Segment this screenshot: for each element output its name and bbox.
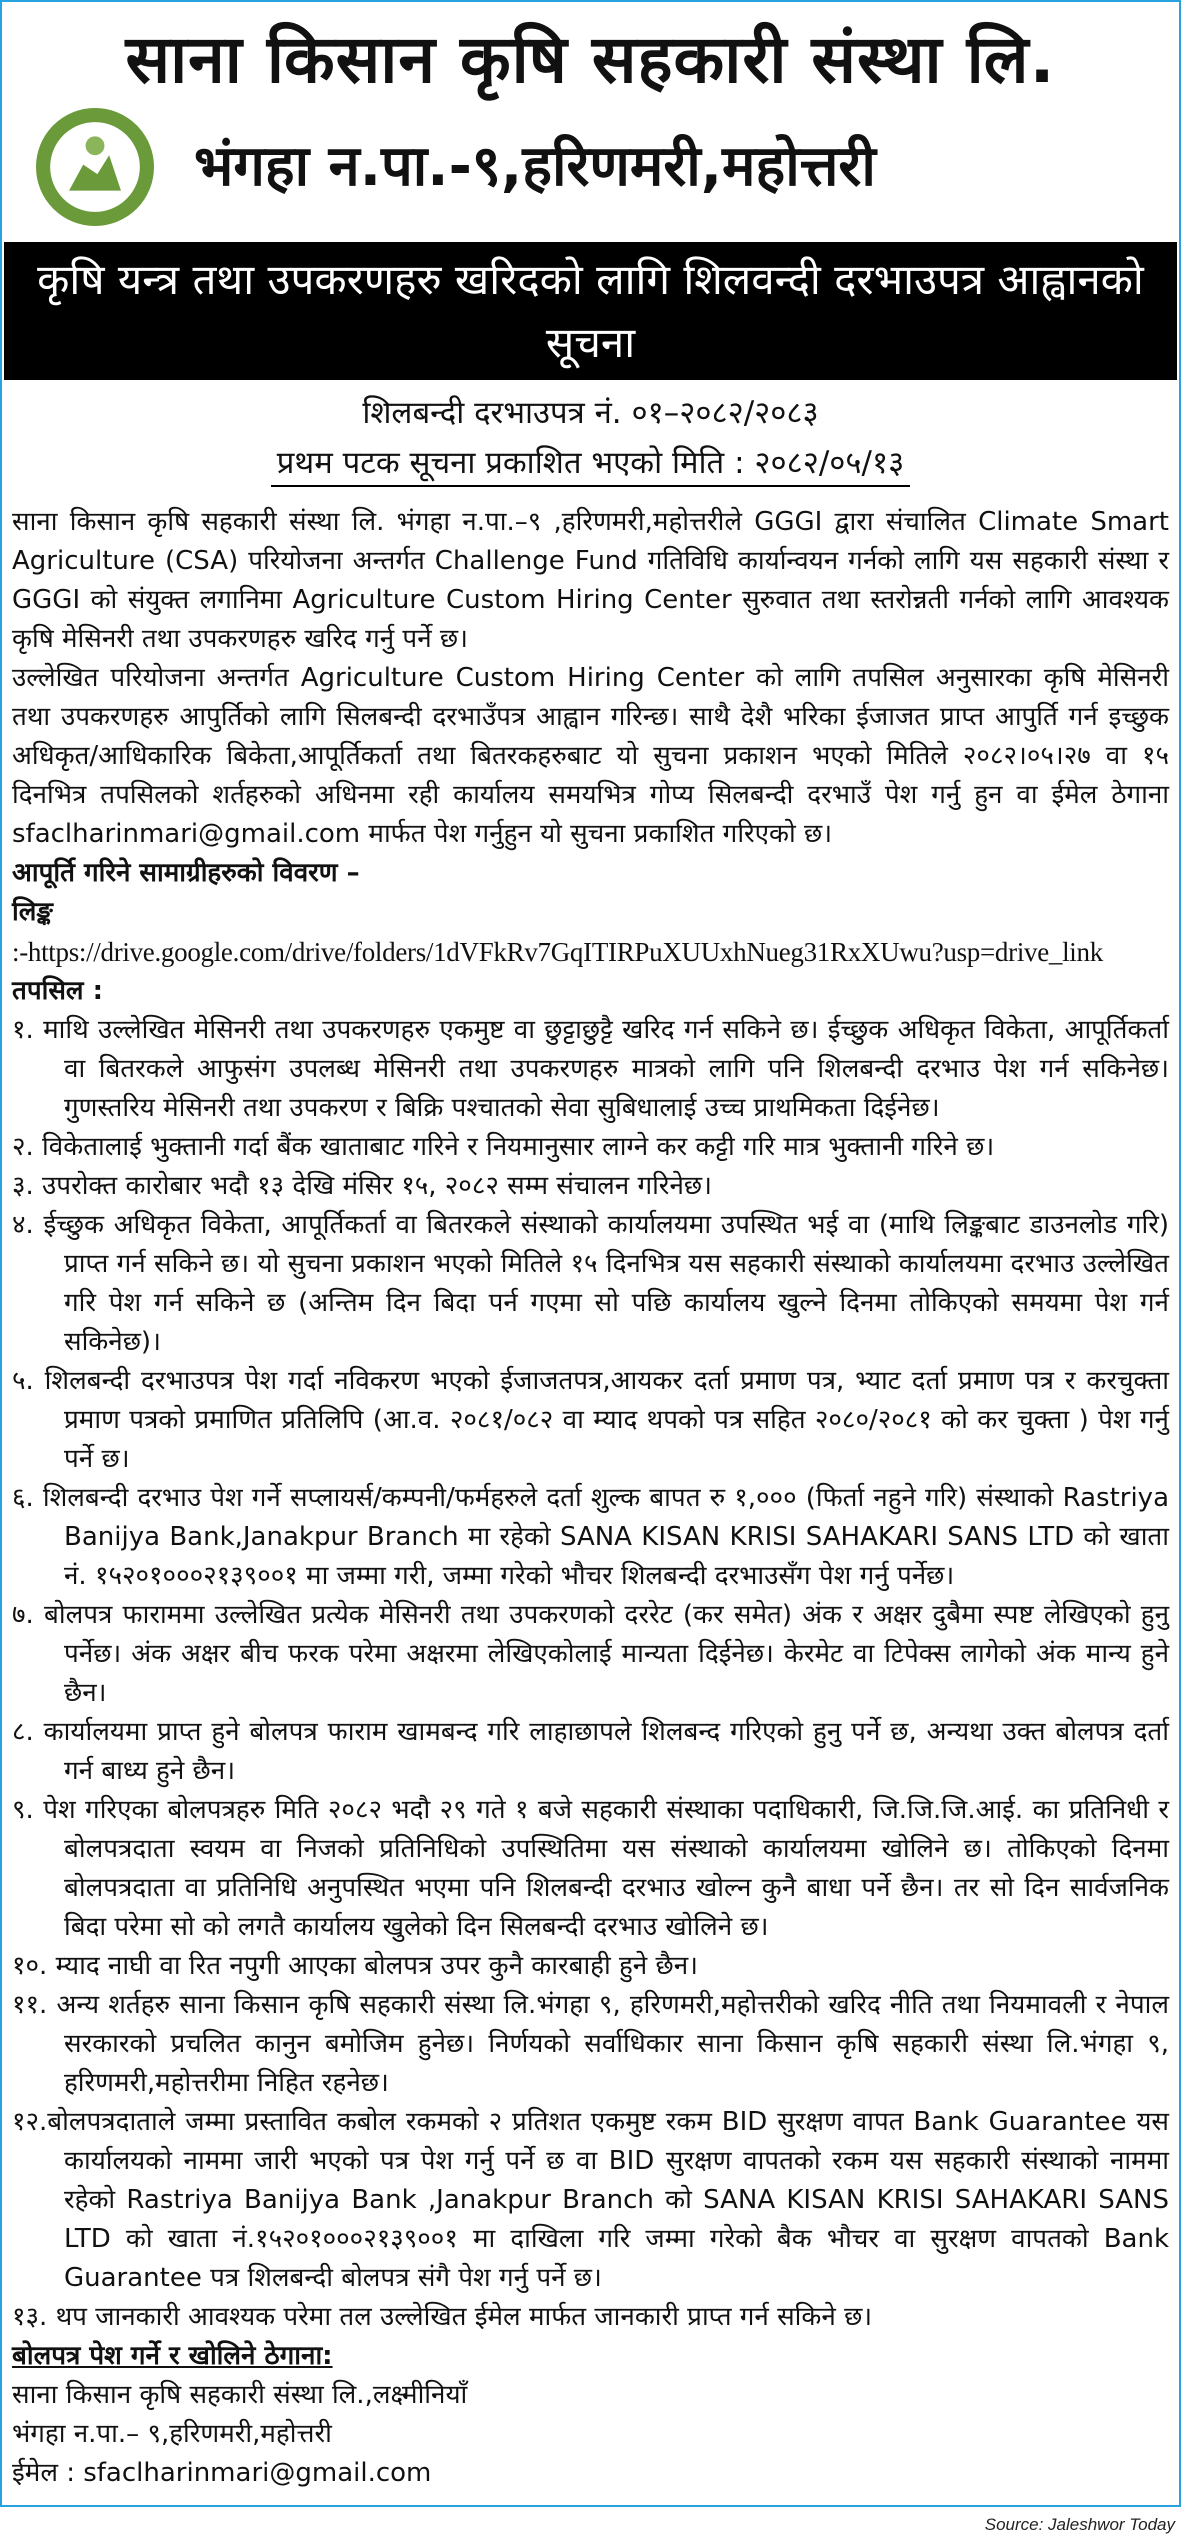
publish-date bbox=[2, 440, 1179, 487]
condition-item: ५. शिलबन्दी दरभाउपत्र पेश गर्दा नविकरण भएको ईजाजतपत्र,आयकर दर्ता प्रमाण पत्र, भ्याट दर्ता प्रमाण पत्र र करचुक्ता प्रमाण पत्रको प्रमाणित प्रतिलिपि (आ.व. २०८१/०८२ वा म्याद थपको पत्र सहित २०८०/२०८१ को कर चुक्ता ) पेश गर्नु पर्ने छ। bbox=[12, 1366, 1169, 1475]
condition-item: ९. पेश गरिएका बोलपत्रहरु मिति २०८२ भदौ २९ गते १ बजे सहकारी संस्थाका पदाधिकारी, जि.जि.जि.आई. का प्रतिनिधी र बोलपत्रदाता स्वयम वा निजको प्रतिनिधिको उपस्थितिमा यस संस्थाको कार्यालयमा खोलिने छ। तोकिएको दिनमा बोलपत्रदाता वा प्रतिनिधि अनुपस्थित भएमा पनि शिलबन्दी दरभाउ खोल्न कुनै बाधा पर्ने छैन। तर सो दिन सार्वजनिक बिदा परेमा सो को लगतै कार्यालय खुलेको दिन सिलबन्दी दरभाउ खोलिने छ। bbox=[12, 1795, 1169, 1943]
condition-item: ४. ईच्छुक अधिकृत विकेता, आपूर्तिकर्ता वा बितरकले संस्थाको कार्यालयमा उपस्थित भई वा (माथि लिङ्कबाट डाउनलोड गरि) प्राप्त गर्न सकिने छ। यो सुचना प्रकाशन भएको मितिले १५ दिनभित्र यस सहकारी संस्थाको कार्यालयमा दरभाउ उल्लेखित गरि पेश गर्न सकिने छ (अन्तिम दिन बिदा पर्न गएमा सो पछि कार्यालय खुल्ने दिनमा तोकिएको समयमा पेश गर्न सकिनेछ)। bbox=[12, 1210, 1169, 1358]
notice-header bbox=[2, 2, 1179, 234]
supply-heading: आपूर्ति गरिने सामाग्रीहरुको विवरण – bbox=[12, 857, 360, 888]
condition-item: २. विकेतालाई भुक्तानी गर्दा बैंक खाताबाट गरिने र नियमानुसार लाग्ने कर कट्टी गरि मात्र भुक्तानी गरिने छ। bbox=[12, 1132, 995, 1163]
notice-body bbox=[12, 503, 1169, 2506]
condition-item: ११. अन्य शर्तहरु साना किसान कृषि सहकारी संस्था लि.भंगहा ९, हरिणमरी,महोत्तरीको खरिद नीति तथा नियमावली र नेपाल सरकारको प्रचलित कानुन बमोजिम हुनेछ। निर्णयको सर्वाधिकार साना किसान कृषि सहकारी संस्था लि.भंगहा ९, हरिणमरी,महोत्तरीमा निहित रहनेछ। bbox=[12, 1990, 1169, 2099]
publish-date-text: प्रथम पटक सूचना प्रकाशित भएको मिति : २०८२/०५/१३ bbox=[271, 445, 910, 487]
org-address: भंगहा न.पा.-९,हरिणमरी,महोत्तरी bbox=[194, 134, 876, 200]
reference-number: शिलबन्दी दरभाउपत्र नं. ०१–२०८२/२०८३ bbox=[362, 394, 819, 431]
condition-item: १०. म्याद नाघी वा रित नपुगी आएका बोलपत्र उपर कुनै कारबाही हुने छैन। bbox=[12, 1951, 698, 1982]
address-line: साना किसान कृषि सहकारी संस्था लि.,लक्ष्मीनियाँ bbox=[12, 2380, 468, 2411]
source-credit: Source: Jaleshwor Today bbox=[984, 2515, 1175, 2535]
condition-item: ८. कार्यालयमा प्राप्त हुने बोलपत्र फाराम खामबन्द गरि लाहाछापले शिलबन्द गरिएको हुनु पर्ने छ, अन्यथा उक्त बोलपत्र दर्ता गर्न बाध्य हुने छैन। bbox=[12, 1717, 1169, 1787]
condition-item: ३. उपरोक्त कारोबार भदौ १३ देखि मंसिर १५, २०८२ सम्म संचालन गरिनेछ। bbox=[12, 1171, 712, 1202]
intro-paragraph: साना किसान कृषि सहकारी संस्था लि. भंगहा न.पा.–९ ,हरिणमरी,महोत्तरीले GGGI द्वारा संचालित Climate Smart Agriculture (CSA) परियोजना अन्तर्गत Challenge Fund गतिविधि कार्यान्वयन गर्नको लागि यस सहकारी संस्था र GGGI को संयुक्त लगानिमा Agriculture Custom Hiring Center सुरुवात तथा स्तरोन्नती गर्नको लागि आवश्यक कृषि मेसिनरी तथा उपकरणहरु खरिद गर्नु पर्ने छ। bbox=[12, 506, 1169, 654]
condition-item: १. माथि उल्लेखित मेसिनरी तथा उपकरणहरु एकमुष्ट वा छुट्टाछुट्टै खरिद गर्न सकिने छ। ईच्छुक अधिकृत विकेता, आपूर्तिकर्ता वा बितरकले आफुसंग उपलब्ध मेसिनरी तथा उपकरणहरु मात्रको लागि पनि शिलबन्दी दरभाउ पेश गर्न सकिनेछ। गुणस्तरिय मेसिनरी तथा उपकरण र बिक्रि पश्चातको सेवा सुबिधालाई उच्च प्राथमिकता दिईनेछ। bbox=[12, 1015, 1169, 1124]
address-line: भंगहा न.पा.– ९,हरिणमरी,महोत्तरी bbox=[12, 2419, 332, 2450]
address-heading: बोलपत्र पेश गर्ने र खोलिने ठेगाना: bbox=[12, 2341, 333, 2372]
condition-item: ६. शिलबन्दी दरभाउ पेश गर्ने सप्लायर्स/कम्पनी/फर्महरुले दर्ता शुल्क बापत रु १,००० (फिर्ता नहुने गरि) संस्थाको Rastriya Banijya Bank,Janakpur Branch मा रहेको SANA KISAN KRISI SAHAKARI SANS LTD को खाता नं. १५२०१०००२१३९००१ मा जम्मा गरी, जम्मा गरेको भौचर शिलबन्दी दरभाउसँग पेश गर्नु पर्नेछ। bbox=[12, 1483, 1169, 1592]
link-label: लिङ्क bbox=[12, 896, 53, 927]
conditions-heading: तपसिल : bbox=[12, 976, 103, 1007]
notice-title: कृषि यन्त्र तथा उपकरणहरु खरिदको लागि शिलवन्दी दरभाउपत्र आह्वानको सूचना bbox=[4, 242, 1177, 380]
org-name: साना किसान कृषि सहकारी संस्था लि. bbox=[125, 21, 1056, 98]
condition-item: ७. बोलपत्र फाराममा उल्लेखित प्रत्येक मेसिनरी तथा उपकरणको दररेट (कर समेत) अंक र अक्षर दुबैमा स्पष्ट लेखिएको हुनु पर्नेछ। अंक अक्षर बीच फरक परेमा अक्षरमा लेखिएकोलाई मान्यता दिईनेछ। केरमेट वा टिपेक्स लागेको अंक मान्य हुने छैन। bbox=[12, 1600, 1169, 1709]
condition-item: १३. थप जानकारी आवश्यक परेमा तल उल्लेखित ईमेल मार्फत जानकारी प्राप्त गर्न सकिने छ। bbox=[12, 2302, 873, 2333]
contact-email: ईमेल : sfaclharinmari@gmail.com bbox=[12, 2458, 432, 2489]
cooperative-logo-icon bbox=[36, 108, 154, 226]
condition-item: १२.बोलपत्रदाताले जम्मा प्रस्तावित कबोल रकमको २ प्रतिशत एकमुष्ट रकम BID सुरक्षण वापत Bank Guarantee यस कार्यालयको नाममा जारी भएको पत्र पेश गर्नु पर्ने छ वा BID सुरक्षण वापतको रकम यस सहकारी संस्थाको नाममा रहेको Rastriya Banijya Bank ,Janakpur Branch को SANA KISAN KRISI SAHAKARI SANS LTD को खाता नं.१५२०१०००२१३९००१ मा दाखिला गरि जम्मा गरेको बैक भौचर वा सुरक्षण वापतको Bank Guarantee पत्र शिलबन्दी बोलपत्र संगै पेश गर्नु पर्ने छ। bbox=[12, 2107, 1169, 2294]
intro-paragraph: उल्लेखित परियोजना अन्तर्गत Agriculture Custom Hiring Center को लागि तपसिल अनुसारका कृषि मेसिनरी तथा उपकरणहरु आपुर्तिको लागि सिलबन्दी दरभाउँपत्र आह्वान गरिन्छ। साथै देशै भरिका ईजाजत प्राप्त आपुर्ति गर्न इच्छुक अधिकृत/आधिकारिक बिकेता,आपूर्तिकर्ता तथा बितरकहरुबाट यो सुचना प्रकाशन भएको मितिले २०८२।०५।२७ वा १५ दिनभित्र तपसिलको शर्तहरुको अधिनमा रही कार्यालय समयभित्र गोप्य सिलबन्दी दरभाउँ पेश गर्नु हुन वा ईमेल ठेगाना sfaclharinmari@gmail.com मार्फत पेश गर्नुहुन यो सुचना प्रकाशित गरिएको छ। bbox=[12, 662, 1169, 849]
address-row bbox=[2, 108, 1179, 226]
drive-link[interactable]: :-https://drive.google.com/drive/folders/1dVFkRv7GqITIRPuXUUxhNueg31RxXUwu?usp=drive_link bbox=[12, 936, 1103, 967]
